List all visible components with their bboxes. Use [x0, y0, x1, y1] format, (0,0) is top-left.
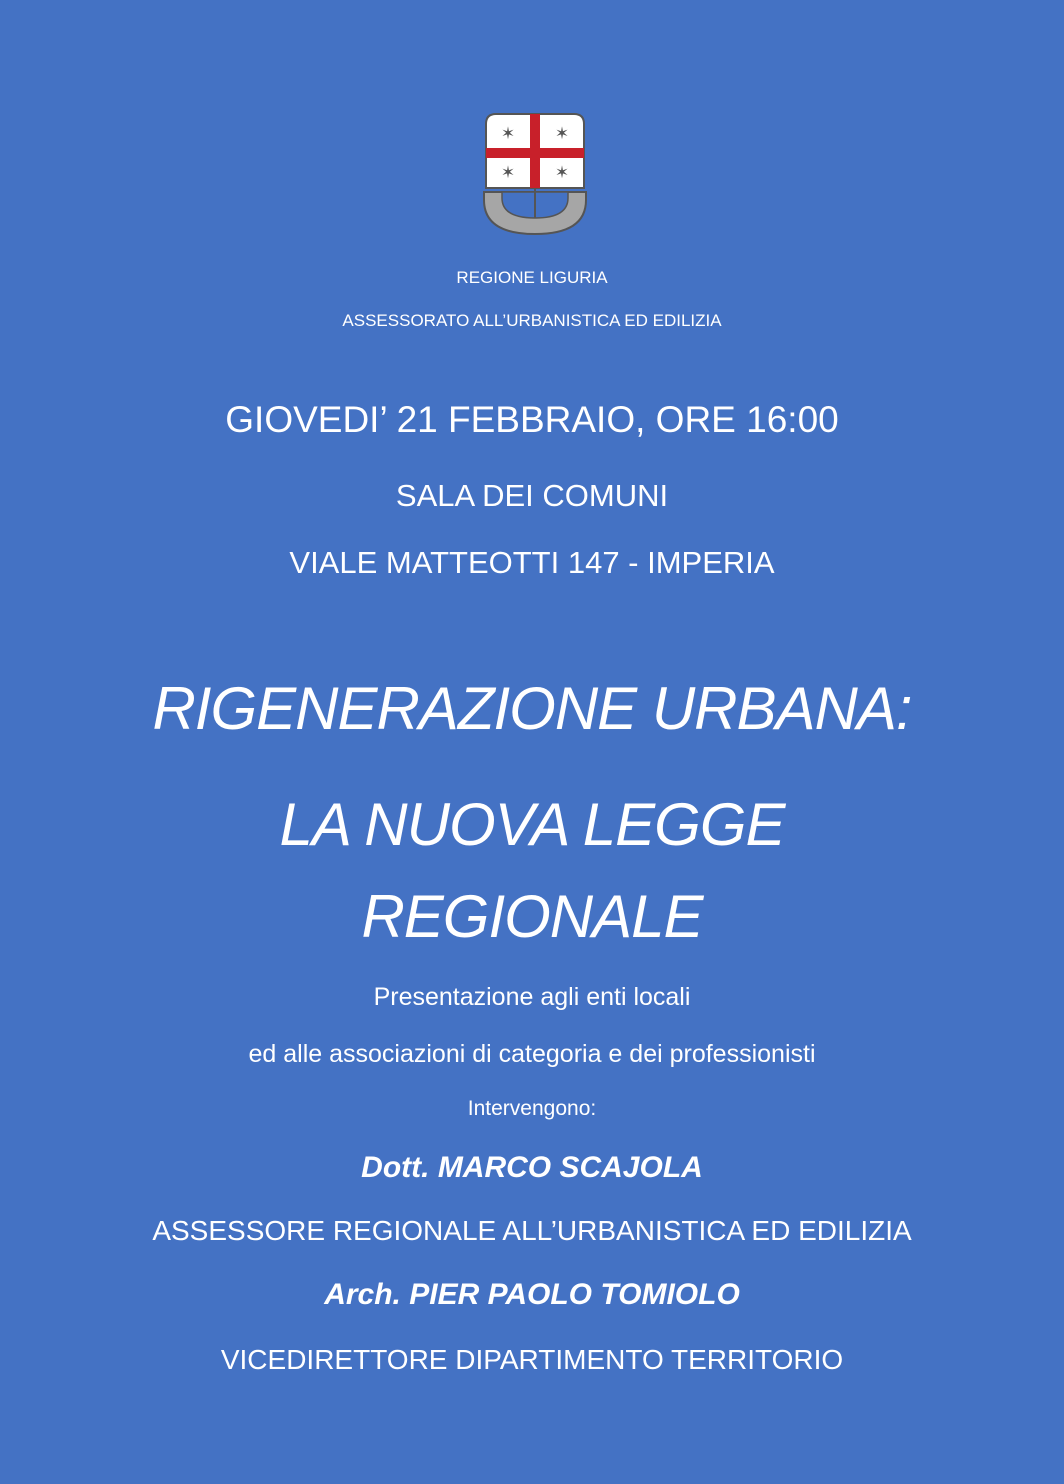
speaker-2-name: Arch. PIER PAOLO TOMIOLO [324, 1278, 740, 1311]
title-line-2: LA NUOVA LEGGE [279, 791, 785, 858]
speaker-1-role: ASSESSORE REGIONALE ALL’URBANISTICA ED EDILIZIA [152, 1215, 912, 1246]
svg-text:✶: ✶ [554, 163, 570, 183]
description-line-1: Presentazione agli enti locali [373, 983, 691, 1011]
speakers-heading: Intervengono: [467, 1097, 597, 1120]
speaker-2-role: VICEDIRETTORE DIPARTIMENTO TERRITORIO [220, 1344, 844, 1375]
event-venue: SALA DEI COMUNI [395, 478, 669, 513]
department-name: ASSESSORATO ALL’URBANISTICA ED EDILIZIA [342, 311, 722, 330]
speaker-1-name: Dott. MARCO SCAJOLA [361, 1151, 703, 1184]
description-line-2: ed alle associazioni di categoria e dei professionisti [248, 1040, 816, 1068]
event-datetime: GIOVEDI’ 21 FEBBRAIO, ORE 16:00 [225, 399, 839, 440]
svg-text:✶: ✶ [554, 124, 570, 144]
svg-text:✶: ✶ [500, 163, 516, 183]
regione-liguria-coat-of-arms-icon [480, 110, 590, 240]
title-line-3: REGIONALE [361, 883, 703, 950]
event-address: VIALE MATTEOTTI 147 - IMPERIA [289, 545, 775, 580]
svg-text:✶: ✶ [500, 124, 516, 144]
org-name: REGIONE LIGURIA [456, 268, 608, 287]
title-line-1: RIGENERAZIONE URBANA: [152, 675, 912, 742]
